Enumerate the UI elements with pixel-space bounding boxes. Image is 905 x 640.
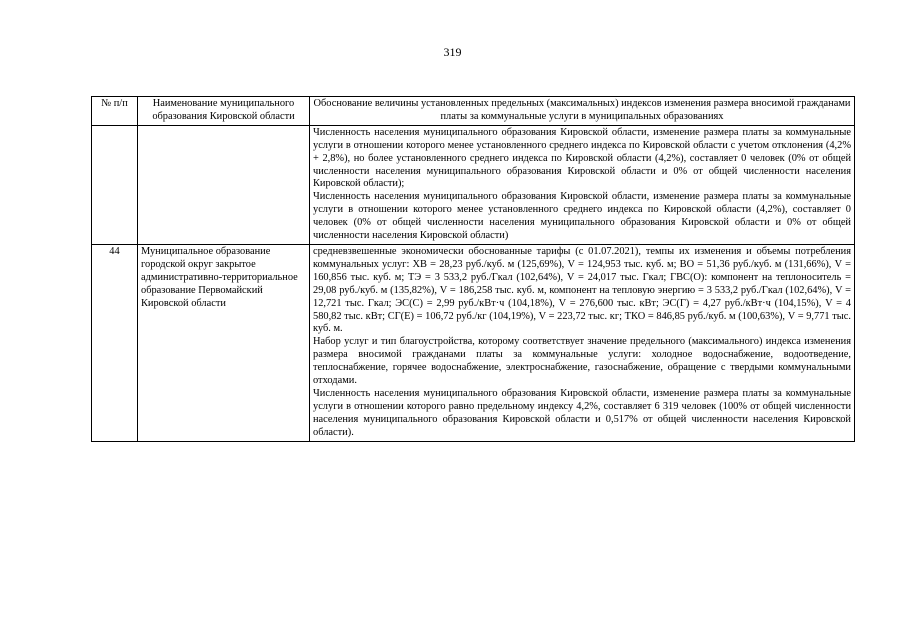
header-justification: Обоснование величины установленных предельных (максимальных) индексов изменения размера вносимой гражданами платы за коммунальные услуги в муниципальных образованиях — [310, 97, 855, 126]
header-num: № п/п — [92, 97, 138, 126]
justification-cell — [310, 244, 855, 441]
row-number — [92, 125, 138, 244]
table-row — [92, 125, 855, 244]
paragraph: Численность населения муниципального образования Кировской области, изменение размера платы за коммунальные услуги в отношении которого менее установленного среднего индекса по Кировской области с учетом отклонения (4,2% + 2,8%), но более установленного среднего индекса по Кировской области (4,2%), составляет 0 человек (0% от общей численности населения муниципального образования Кировской области и 0% от общей численности населения Кировской области); — [313, 126, 851, 190]
paragraph: средневзвешенные экономически обоснованные тарифы (с 01.07.2021), темпы их изменения и объемы потребления коммунальных услуг: ХВ = 28,23 руб./куб. м (125,69%), V = 124,953 тыс. куб. м; ВО = 51,36 руб./куб. м (131,66%), V = 160,856 тыс. куб. м; ТЭ = 3 533,2 руб./Гкал (102,64%), V = 24,017 тыс. Гкал; ГВС(О): компонент на теплоноситель = 29,08 руб./куб. м (135,82%), V = 186,258 тыс. куб. м, компонент на тепловую энергию = 3 533,2 руб./Гкал (102,64%), V = 12,721 тыс. Гкал; ЭС(С) = 2,99 руб./кВт·ч (104,18%), V = 276,600 тыс. кВт; ЭС(Г) = 4,27 руб./кВт·ч (104,15%), V = 4 580,82 тыс. кВт; СГ(Е) = 106,72 руб./кг (104,19%), V = 223,72 тыс. кг; ТКО = 846,85 руб./куб. м (100,63%), V = 9,771 тыс. куб. м. — [313, 245, 851, 335]
municipality-name: Муниципальное образование городской округ закрытое административно-территориальное образование Первомайский Кировской области — [138, 244, 310, 441]
paragraph: Численность населения муниципального образования Кировской области, изменение размера платы за коммунальные услуги в отношении которого равно предельному индексу 4,2%, составляет 6 319 человек (100% от общей численности населения муниципального образования Кировской области и 0,517% от общей численности населения Кировской области). — [313, 387, 851, 438]
table-header-row — [92, 97, 855, 126]
paragraph: Численность населения муниципального образования Кировской области, изменение размера платы за коммунальные услуги в отношении которого менее установленного среднего индекса по Кировской области (4,2%), составляет 0 человек (0% от общей численности населения муниципального образования Кировской области и 0% от общей численности населения Кировской области) — [313, 191, 851, 242]
justification-cell — [310, 125, 855, 244]
municipality-name — [138, 125, 310, 244]
page-number: 319 — [443, 45, 462, 59]
row-number: 44 — [92, 244, 138, 441]
table-row — [92, 244, 855, 441]
paragraph: Набор услуг и тип благоустройства, которому соответствует значение предельного (максимального) индекса изменения размера вносимой гражданами платы за коммунальные услуги: холодное водоснабжение, водоотведение, теплоснабжение, горячее водоснабжение, электроснабжение, газоснабжение, обращение с твердыми коммунальными отходами. — [313, 336, 851, 387]
header-municipality-name: Наименование муниципального образования Кировской области — [138, 97, 310, 126]
tariff-index-table — [91, 96, 855, 442]
